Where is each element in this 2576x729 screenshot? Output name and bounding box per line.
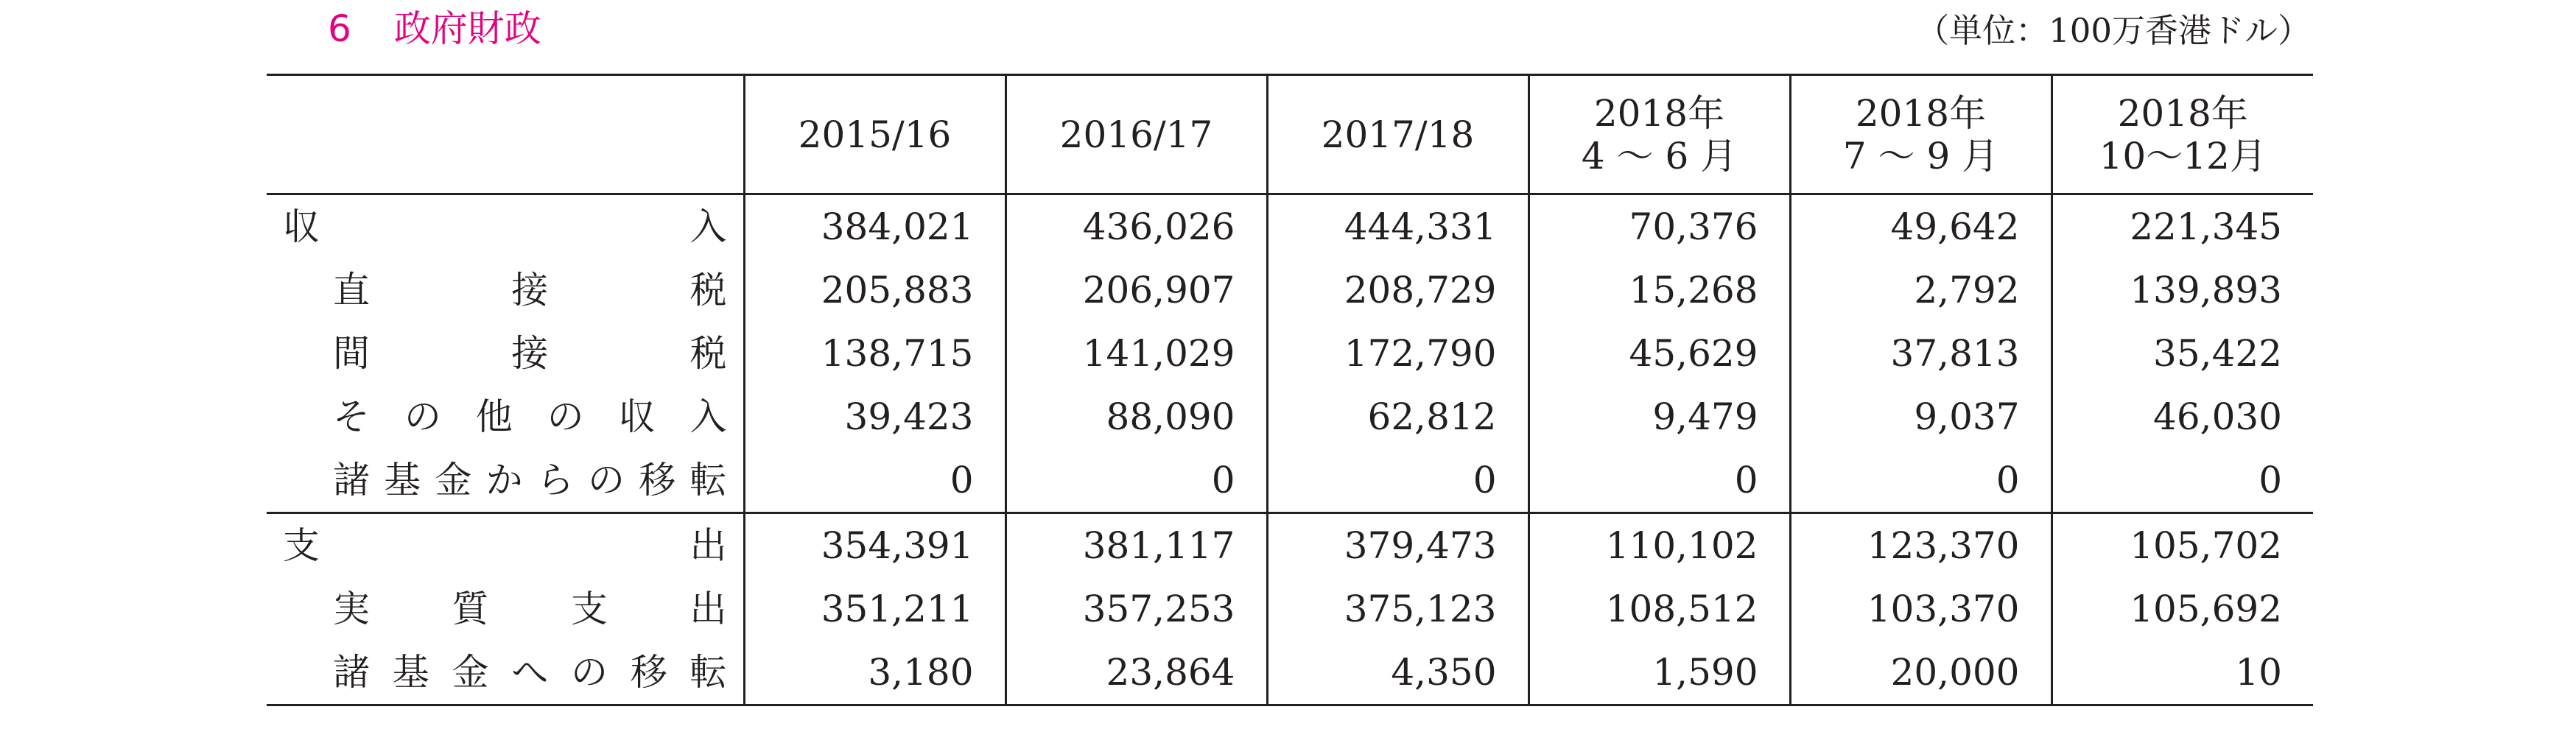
table-cell: 105,702 — [2052, 513, 2313, 578]
table-cell: 436,026 — [1006, 194, 1267, 259]
table-cell: 0 — [1790, 448, 2052, 513]
table-cell: 351,211 — [744, 577, 1006, 641]
table-cell: 20,000 — [1790, 641, 2052, 705]
column-header: 2017/18 — [1267, 75, 1529, 194]
table-cell: 381,117 — [1006, 513, 1267, 578]
row-label: 支 出 — [283, 524, 727, 567]
section-number: 6 — [328, 7, 351, 50]
table-cell: 105,692 — [2052, 577, 2313, 641]
table-cell: 384,021 — [744, 194, 1006, 259]
table-cell: 379,473 — [1267, 513, 1529, 578]
table-row — [267, 448, 2313, 513]
table-cell: 62,812 — [1267, 385, 1529, 448]
table-cell: 45,629 — [1529, 322, 1790, 385]
table-row — [267, 385, 2313, 448]
section-title — [328, 6, 541, 52]
table-cell: 0 — [1267, 448, 1529, 513]
column-header: 2015/16 — [744, 75, 1006, 194]
table-cell: 10 — [2052, 641, 2313, 705]
table-row — [267, 194, 2313, 259]
table-cell: 2,792 — [1790, 258, 2052, 322]
table-row — [267, 513, 2313, 578]
table-cell: 357,253 — [1006, 577, 1267, 641]
table-cell: 9,479 — [1529, 385, 1790, 448]
column-header: 2018年 4 ～ 6 月 — [1529, 75, 1790, 194]
table-cell: 1,590 — [1529, 641, 1790, 705]
table-row — [267, 322, 2313, 385]
row-label: 間 接 税 — [333, 332, 727, 375]
table-cell: 0 — [2052, 448, 2313, 513]
row-label: 直 接 税 — [333, 269, 727, 311]
table-cell: 3,180 — [744, 641, 1006, 705]
column-header: 2018年 10～12月 — [2052, 75, 2313, 194]
table-cell: 0 — [1529, 448, 1790, 513]
row-label: 諸 基 金 か ら の 移 転 — [333, 459, 727, 501]
table-cell: 0 — [1006, 448, 1267, 513]
table-cell: 221,345 — [2052, 194, 2313, 259]
row-label: そ の 他 の 収 入 — [333, 395, 727, 438]
table-row — [267, 641, 2313, 705]
table-cell: 139,893 — [2052, 258, 2313, 322]
table-cell: 23,864 — [1006, 641, 1267, 705]
table-cell: 46,030 — [2052, 385, 2313, 448]
section-title-text: 政府財政 — [393, 7, 541, 50]
table-row — [267, 577, 2313, 641]
table-cell: 444,331 — [1267, 194, 1529, 259]
row-label: 諸 基 金 へ の 移 転 — [333, 651, 727, 694]
header-row — [267, 75, 2313, 194]
table-cell: 123,370 — [1790, 513, 2052, 578]
government-finance-table — [267, 74, 2313, 706]
table-cell: 206,907 — [1006, 258, 1267, 322]
unit-note: （単位：100万香港ドル） — [1916, 11, 2311, 50]
table-cell: 37,813 — [1790, 322, 2052, 385]
row-label: 実 質 支 出 — [333, 588, 727, 630]
table-cell: 0 — [744, 448, 1006, 513]
table-cell: 49,642 — [1790, 194, 2052, 259]
table-cell: 103,370 — [1790, 577, 2052, 641]
table-cell: 208,729 — [1267, 258, 1529, 322]
table-cell: 354,391 — [744, 513, 1006, 578]
table-cell: 35,422 — [2052, 322, 2313, 385]
table-cell: 9,037 — [1790, 385, 2052, 448]
column-header: 2016/17 — [1006, 75, 1267, 194]
row-label: 収 入 — [283, 205, 727, 248]
header-corner-cell — [267, 75, 744, 194]
table-cell: 138,715 — [744, 322, 1006, 385]
table-row — [267, 258, 2313, 322]
table-cell: 108,512 — [1529, 577, 1790, 641]
table-cell: 205,883 — [744, 258, 1006, 322]
column-header: 2018年 7 ～ 9 月 — [1790, 75, 2052, 194]
table-cell: 15,268 — [1529, 258, 1790, 322]
table-cell: 70,376 — [1529, 194, 1790, 259]
table-cell: 4,350 — [1267, 641, 1529, 705]
table-cell: 141,029 — [1006, 322, 1267, 385]
table-cell: 39,423 — [744, 385, 1006, 448]
table-cell: 375,123 — [1267, 577, 1529, 641]
table-cell: 110,102 — [1529, 513, 1790, 578]
table-cell: 172,790 — [1267, 322, 1529, 385]
table-cell: 88,090 — [1006, 385, 1267, 448]
